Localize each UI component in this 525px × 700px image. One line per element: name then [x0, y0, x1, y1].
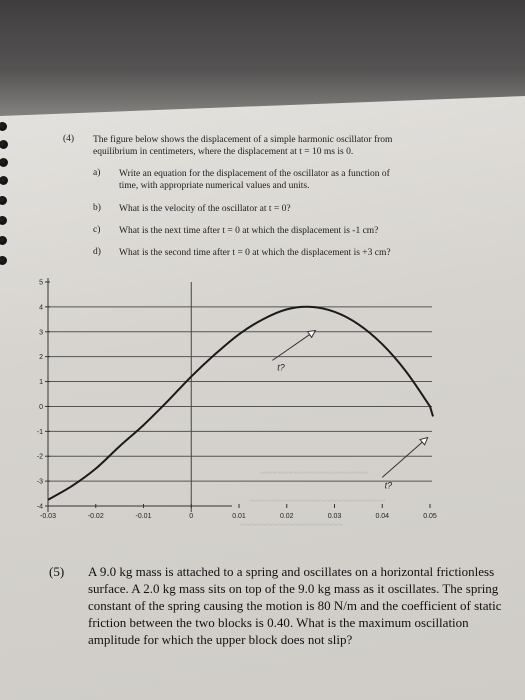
displacement-curve	[48, 307, 430, 500]
problem-5-line: amplitude for which the upper block does not slip?	[88, 632, 353, 647]
part-d-line1: What is the second time after t = 0 at which the displacement is +3 cm?	[119, 248, 391, 258]
part-d-label: d)	[93, 247, 101, 257]
problem-5-line: constant of the spring causing the motion is 80 N/m and the coefficient of static	[88, 598, 502, 613]
bleed-through-text: ~~~~~~~~~~~~~~~~~~~~	[260, 468, 369, 479]
x-tick-label: -0.02	[87, 513, 104, 520]
arrow-head-icon	[308, 331, 316, 338]
x-tick-label: -0.03	[40, 513, 56, 520]
x-tick-label: 0.05	[423, 513, 437, 520]
y-tick-label: 5	[39, 279, 43, 287]
x-tick-label: 0.04	[375, 513, 390, 520]
y-tick-label: 0	[39, 403, 43, 411]
arrow-label: t?	[384, 480, 393, 491]
y-tick-label: -4	[36, 503, 43, 511]
arrow-label: t?	[277, 362, 285, 373]
bleed-through-text: ~~~~~~~~~~~~~~~~~~~	[240, 520, 343, 531]
arrow-line	[272, 331, 315, 361]
part-c-label: c)	[93, 225, 101, 235]
x-tick-label: 0.01	[232, 513, 246, 520]
x-tick-label: -0.01	[135, 513, 152, 520]
y-tick-label: 1	[39, 379, 43, 387]
problem-5-line: A 9.0 kg mass is attached to a spring and oscillates on a horizontal frictionless	[88, 564, 495, 579]
y-tick-label: 2	[39, 354, 43, 362]
problem-5-line: friction between the two blocks is 0.40. What is the maximum oscillation	[88, 615, 469, 630]
problem-4-number: (4)	[63, 134, 75, 144]
y-tick-label: 3	[39, 329, 43, 337]
part-a-label: a)	[93, 168, 101, 178]
part-c-line1: What is the next time after t = 0 at which the displacement is -1 cm?	[119, 226, 379, 236]
problem-4-intro-line2: equilibrium in centimeters, where the displacement at t = 10 ms is 0.	[93, 147, 354, 157]
part-a-line2: time, with appropriate numerical values and units.	[119, 181, 310, 191]
part-a-line1: Write an equation for the displacement of the oscillator as a function of	[119, 169, 390, 179]
problem-4-intro-line1: The figure below shows the displacement of a simple harmonic oscillator from	[93, 135, 393, 145]
x-tick-label: 0.02	[279, 513, 294, 520]
y-tick-label: -1	[36, 428, 43, 436]
bleed-through-text: ~~~~~~~~~~~~~~~~~~~~~~~~~	[250, 496, 386, 507]
y-tick-label: -2	[36, 453, 43, 461]
arrow-line	[382, 438, 427, 478]
y-tick-label: 4	[39, 304, 43, 312]
curve-tail	[430, 406, 433, 416]
x-tick-label: 0	[189, 513, 194, 520]
problem-5-line: surface. A 2.0 kg mass sits on top of the 9.0 kg mass as it oscillates. The spring	[88, 581, 499, 596]
part-b-label: b)	[93, 203, 101, 213]
x-tick-label: 0.03	[327, 513, 342, 520]
problem-5-number: (5)	[49, 564, 65, 579]
y-tick-label: -3	[36, 478, 43, 486]
part-b-line1: What is the velocity of the oscillator at t = 0?	[119, 204, 291, 214]
